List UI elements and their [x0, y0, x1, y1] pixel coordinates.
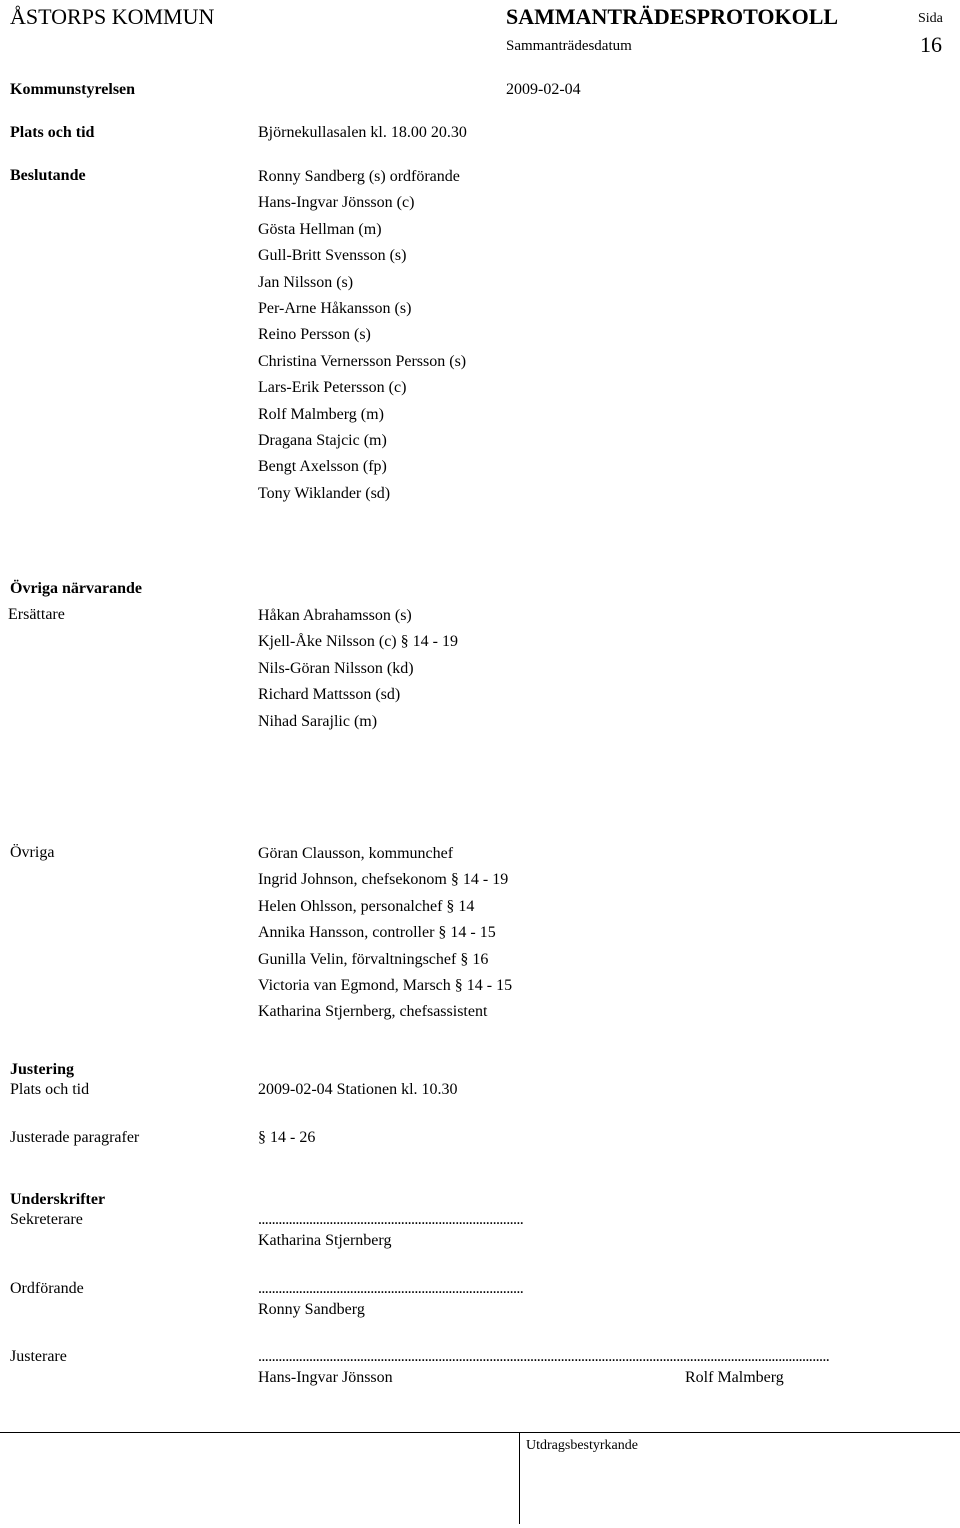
list-item: Gull-Britt Svensson (s): [258, 247, 407, 265]
chair-name: Ronny Sandberg: [258, 1301, 365, 1318]
list-item: Hans-Ingvar Jönsson (c): [258, 194, 415, 212]
chair-signature-line: ..............................................................................: [258, 1280, 524, 1297]
list-item: Nils-Göran Nilsson (kd): [258, 659, 414, 677]
list-item: Gösta Hellman (m): [258, 220, 382, 238]
substitutes-list: [258, 603, 458, 735]
list-item: Ronny Sandberg (s) ordförande: [258, 168, 460, 185]
signatures-heading: Underskrifter: [10, 1191, 106, 1208]
list-item: Per-Arne Håkansson (s): [258, 299, 412, 317]
committee-name: Kommunstyrelsen: [10, 81, 136, 98]
chair-label: Ordförande: [10, 1280, 84, 1297]
adjustment-place-label: Plats och tid: [10, 1081, 90, 1098]
list-item: Reino Persson (s): [258, 326, 371, 344]
substitutes-label: Ersättare: [8, 606, 65, 623]
decision-makers-label: Beslutande: [10, 167, 86, 184]
list-item: Rolf Malmberg (m): [258, 405, 384, 423]
document-title: SAMMANTRÄDESPROTOKOLL: [506, 4, 839, 29]
adjusted-paragraphs-label: Justerade paragrafer: [10, 1129, 140, 1146]
meeting-date-label: Sammanträdesdatum: [506, 38, 632, 54]
footer-vertical-divider: [519, 1432, 520, 1524]
list-item: Göran Clausson, kommunchef: [258, 845, 454, 862]
adjusters-label: Justerare: [10, 1348, 67, 1365]
municipality-name: ÅSTORPS KOMMUN: [10, 4, 215, 29]
secretary-signature-line: ..............................................................................: [258, 1211, 524, 1228]
list-item: Jan Nilsson (s): [258, 273, 354, 291]
list-item: Lars-Erik Petersson (c): [258, 379, 407, 397]
footer-divider: [0, 1432, 960, 1433]
list-item: Ingrid Johnson, chefsekonom § 14 - 19: [258, 871, 509, 889]
others-list: [258, 841, 512, 1026]
place-time-label: Plats och tid: [10, 124, 95, 141]
list-item: Richard Mattsson (sd): [258, 686, 401, 704]
adjustment-heading: Justering: [10, 1061, 74, 1078]
meeting-date: 2009-02-04: [506, 81, 581, 98]
certified-extract-label: Utdragsbestyrkande: [526, 1438, 638, 1453]
list-item: Tony Wiklander (sd): [258, 484, 391, 502]
adjusters-signature-line: ........................................................................................................................................................................: [258, 1348, 830, 1365]
place-time-value: Björnekullasalen kl. 18.00 20.30: [258, 124, 467, 141]
others-label: Övriga: [10, 844, 55, 861]
list-item: Gunilla Velin, förvaltningschef § 16: [258, 950, 489, 968]
list-item: Bengt Axelsson (fp): [258, 458, 387, 476]
list-item: Nihad Sarajlic (m): [258, 712, 378, 730]
adjuster-name-2: Rolf Malmberg: [685, 1369, 784, 1386]
list-item: Kjell-Åke Nilsson (c) § 14 - 19: [258, 633, 458, 651]
list-item: Håkan Abrahamsson (s): [258, 607, 412, 624]
page-label: Sida: [918, 11, 943, 26]
page-number: 16: [920, 32, 942, 57]
list-item: Victoria van Egmond, Marsch § 14 - 15: [258, 976, 513, 994]
decision-makers-list: [258, 164, 466, 507]
list-item: Annika Hansson, controller § 14 - 15: [258, 924, 496, 942]
list-item: Christina Vernersson Persson (s): [258, 352, 467, 370]
adjustment-place-value: 2009-02-04 Stationen kl. 10.30: [258, 1081, 458, 1098]
others-present-heading: Övriga närvarande: [10, 580, 142, 597]
list-item: Katharina Stjernberg, chefsassistent: [258, 1003, 488, 1021]
list-item: Dragana Stajcic (m): [258, 431, 387, 449]
secretary-name: Katharina Stjernberg: [258, 1232, 392, 1249]
adjusted-paragraphs-value: § 14 - 26: [258, 1129, 316, 1146]
list-item: Helen Ohlsson, personalchef § 14: [258, 897, 475, 915]
adjuster-name-1: Hans-Ingvar Jönsson: [258, 1369, 393, 1386]
secretary-label: Sekreterare: [10, 1211, 83, 1228]
